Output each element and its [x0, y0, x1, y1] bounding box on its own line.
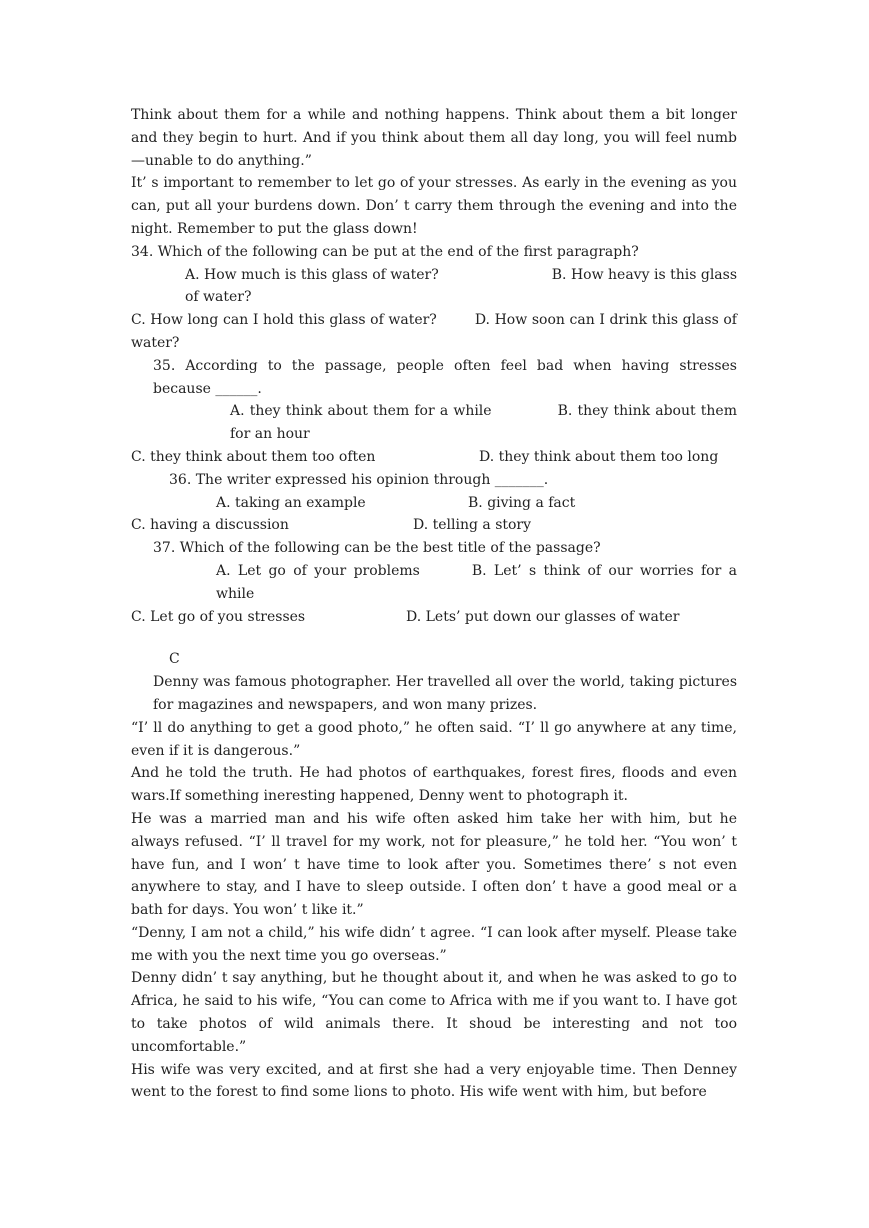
question-35: [131, 355, 737, 469]
options-cd: [131, 514, 737, 537]
option-b: B. Let’ s think of our worries for a while: [216, 562, 737, 602]
passage-b-tail: Think about them for a while and nothing happens. Think about them a bit longer and they begin to hurt. And if you think about them all day long, you will feel numb—unable to do anything.”: [131, 107, 737, 169]
question-37: [131, 537, 737, 628]
options-cd: [131, 446, 737, 469]
options-cd: [131, 309, 737, 355]
options-ab: [131, 264, 737, 310]
option-a: A. taking an example: [216, 494, 366, 511]
document-page: [131, 104, 737, 1104]
section-gap: [131, 628, 737, 648]
options-cd: [131, 606, 737, 629]
option-b: B. giving a fact: [468, 494, 576, 511]
option-b: B. they think about them for an hour: [230, 403, 737, 443]
section-label: C: [169, 651, 180, 668]
question-stem: 34. Which of the following can be put at the end of the first paragraph?: [131, 243, 639, 260]
passage-c-paragraph: Denny didn’ t say anything, but he thought about it, and when he was asked to go to Africa, he said to his wife, “You can come to Africa with me if you want to. I have got to take photos of wild animals there. It shoud be interesting and not too uncomfortable.”: [131, 970, 737, 1055]
question-34: [131, 241, 737, 355]
option-d: D. Lets’ put down our glasses of water: [406, 608, 680, 625]
passage-c-paragraph: Denny was famous photographer. Her travelled all over the world, taking pictures for magazines and newspapers, and won many prizes.: [153, 674, 737, 713]
question-stem: 36. The writer expressed his opinion through _______.: [169, 471, 549, 488]
question-stem: 35. According to the passage, people often feel bad when having stresses because ______.: [153, 357, 737, 397]
option-d: D. How soon can I drink this glass of water?: [131, 312, 737, 351]
option-c: C. Let go of you stresses: [131, 608, 306, 625]
question-stem: 37. Which of the following can be the best title of the passage?: [153, 540, 601, 557]
question-36: [131, 469, 737, 537]
option-c: C. having a discussion: [131, 517, 289, 534]
option-b: B. How heavy is this glass of water?: [185, 266, 738, 306]
option-c: C. they think about them too often: [131, 448, 376, 465]
option-d: D. telling a story: [413, 517, 532, 534]
options-ab: [131, 560, 737, 606]
option-a: A. Let go of your problems: [216, 562, 420, 579]
passage-c-paragraph: And he told the truth. He had photos of earthquakes, forest fires, floods and even wars.If something ineresting happened, Denny went to photograph it.: [131, 765, 737, 805]
options-ab: [131, 492, 737, 515]
passage-c-paragraph: “I’ ll do anything to get a good photo,” he often said. “I’ ll go anywhere at any time, even if it is dangerous.”: [131, 719, 737, 759]
option-d: D. they think about them too long: [479, 448, 719, 465]
option-a: A. they think about them for a while: [230, 403, 492, 420]
passage-c-paragraph: He was a married man and his wife often asked him take her with him, but he always refused. “I’ ll travel for my work, not for pleasure,” he told her. “You won’ t have fun, and I won’ t have time to look after you. Sometimes there’ s not even anywhere to stay, and I have to sleep outside. I often don’ t have a good meal or a bath for days. You won’ t like it.”: [131, 810, 737, 919]
options-ab: [131, 400, 737, 446]
option-c: C. How long can I hold this glass of water?: [131, 312, 437, 329]
passage-c-paragraph: “Denny, I am not a child,” his wife didn’ t agree. “I can look after myself. Please take me with you the next time you go overseas.”: [131, 924, 737, 964]
option-a: A. How much is this glass of water?: [185, 266, 439, 283]
passage-c-paragraph: His wife was very excited, and at first she had a very enjoyable time. Then Denney went to the forest to find some lions to photo. His wife went with him, but before: [131, 1061, 737, 1101]
passage-b-closing: It’ s important to remember to let go of your stresses. As early in the evening as you can, put all your burdens down. Don’ t carry them through the evening and into the night. Remember to put the glass down!: [131, 175, 737, 237]
